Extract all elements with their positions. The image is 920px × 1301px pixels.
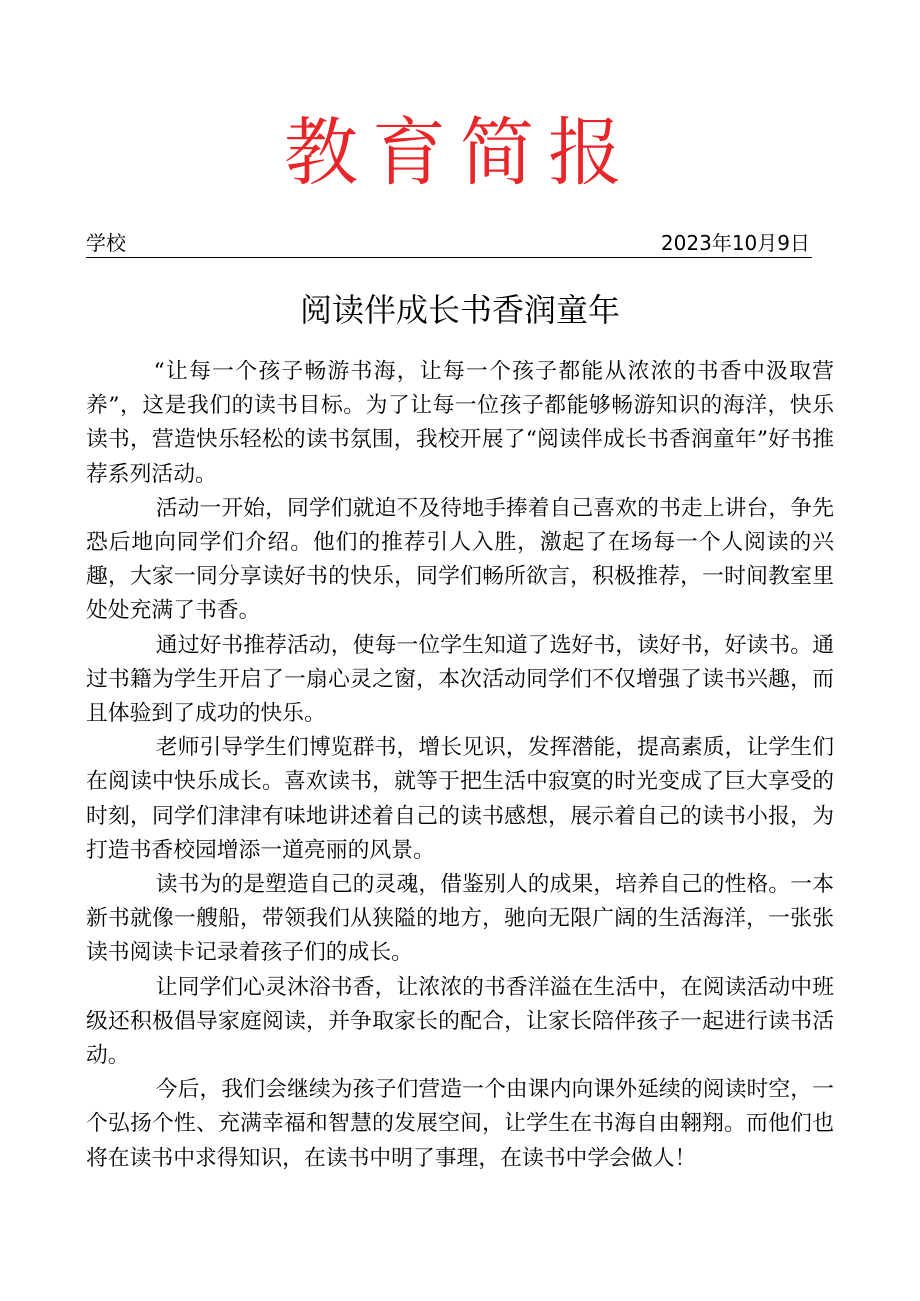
paragraph: 活动一开始，同学们就迫不及待地手捧着自己喜欢的书走上讲台，争先恐后地向同学们介绍。他们的推荐引人入胜，激起了在场每一个人阅读的兴趣，大家一同分享读好书的快乐，同学们畅所欲言，积极推荐，一时间教室里处处充满了书香。 (86, 495, 834, 624)
meta-row (86, 230, 812, 258)
paragraph: 老师引导学生们博览群书，增长见识，发挥潜能，提高素质，让学生们在阅读中快乐成长。喜欢读书，就等于把生活中寂寞的时光变成了巨大享受的时刻，同学们津津有味地讲述着自己的读书感想，展示着自己的读书小报，为打造书香校园增添一道亮丽的风景。 (86, 735, 834, 863)
article-title: 阅读伴成长书香润童年 (299, 291, 620, 329)
school-label: 学校 (86, 231, 126, 255)
paragraph: 通过好书推荐活动，使每一位学生知道了选好书，读好书，好读书。通过书籍为学生开启了一扇心灵之窗，本次活动同学们不仅增强了读书兴趣，而且体验到了成功的快乐。 (86, 632, 834, 727)
issue-date: 2023年10月9日 (660, 231, 810, 255)
masthead-title: 教育简报 (284, 110, 636, 196)
article-body (86, 355, 834, 1176)
paragraph: “让每一个孩子畅游书海，让每一个孩子都能从浓浓的书香中汲取营养”，这是我们的读书目标。为了让每一位孩子都能够畅游知识的海洋，快乐读书，营造快乐轻松的读书氛围，我校开展了“阅读伴成长书香润童年”好书推荐系列活动。 (86, 359, 834, 487)
paragraph: 今后，我们会继续为孩子们营造一个由课内向课外延续的阅读时空，一个弘扬个性、充满幸福和智慧的发展空间，让学生在书海自由翱翔。而他们也将在读书中求得知识，在读书中明了事理，在读书中学会做人！ (86, 1077, 834, 1171)
paragraph: 让同学们心灵沐浴书香，让浓浓的书香洋溢在生活中，在阅读活动中班级还积极倡导家庭阅读，并争取家长的配合，让家长陪伴孩子一起进行读书活动。 (86, 974, 834, 1069)
paragraph: 读书为的是塑造自己的灵魂，借鉴别人的成果，培养自己的性格。一本新书就像一艘船，带领我们从狭隘的地方，驰向无限广阔的生活海洋，一张张读书阅读卡记录着孩子们的成长。 (86, 872, 834, 966)
